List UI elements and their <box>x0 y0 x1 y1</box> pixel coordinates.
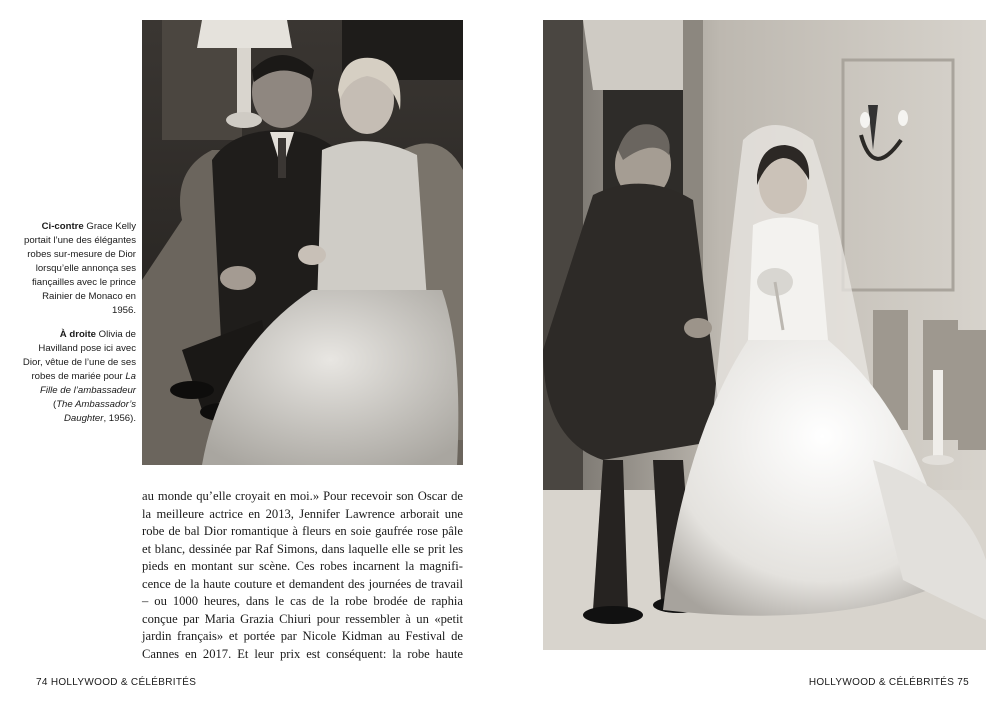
body-line: conçue par Maria Grazia Chiuri pour ressembler à un «petit <box>142 611 463 626</box>
body-line: et blanc, dessinée par Raf Simons, dans laquelle elle se prit les <box>142 541 463 556</box>
left-page <box>0 0 502 724</box>
right-page <box>503 0 1005 724</box>
body-line: pieds en montant sur scène. Ces robes incarnent la magnifi- <box>142 559 463 573</box>
caption-text: Olivia de Havilland pose ici avec Dior, vêtue de l’une de ses robes de mariée pour <box>22 329 136 382</box>
caption-text: , 1956). <box>103 413 136 424</box>
caption-lead: À droite <box>59 329 96 340</box>
caption-lead: Ci-contre <box>41 221 84 232</box>
caption-text: ( <box>52 399 57 410</box>
body-line: cence de la haute couture et demandent des journées de travail <box>142 576 463 591</box>
caption-olivia-de-havilland <box>18 328 136 426</box>
caption-text: Grace Kelly portait l’une des élégantes robes sur-mesure de Dior lorsqu’elle annonça ses fiançailles avec le prince Rainier de Monaco en 1956. <box>23 221 136 316</box>
body-line: au monde qu’elle croyait en moi.» Pour recevoir son Oscar de <box>142 489 463 503</box>
photo-grace-kelly-prince-rainier <box>142 20 463 465</box>
folio-left <box>36 677 196 688</box>
running-head: HOLLYWOOD & CÉLÉBRITÉS <box>50 677 197 688</box>
body-line: Cannes en 2017. Et leur prix est conséquent: la robe haute <box>142 646 463 661</box>
running-head: HOLLYWOOD & CÉLÉBRITÉS <box>808 677 955 688</box>
body-text <box>142 488 463 663</box>
photo-captions <box>18 220 136 436</box>
body-line: robe de bal Dior romantique à fleurs en soie gaufrée rose pâle <box>142 524 463 538</box>
page-number: 75 <box>957 677 969 688</box>
folio-right <box>809 677 969 688</box>
page-number: 74 <box>36 677 48 688</box>
body-line: la meilleure actrice en 2013, Jennifer Lawrence arborait une <box>142 506 463 521</box>
body-line: jardin français» et portée par Nicole Kidman au Festival de <box>142 629 463 643</box>
body-line: – ou 1000 heures, dans le cas de la robe brodée de raphia <box>142 594 463 608</box>
caption-grace-kelly <box>18 220 136 318</box>
caption-film-title-en: The Ambassador’s Daughter <box>56 399 136 424</box>
caption-film-title-fr: La Fille de l’ambassadeur <box>40 371 136 396</box>
photo-olivia-de-havilland-dior <box>543 20 986 650</box>
